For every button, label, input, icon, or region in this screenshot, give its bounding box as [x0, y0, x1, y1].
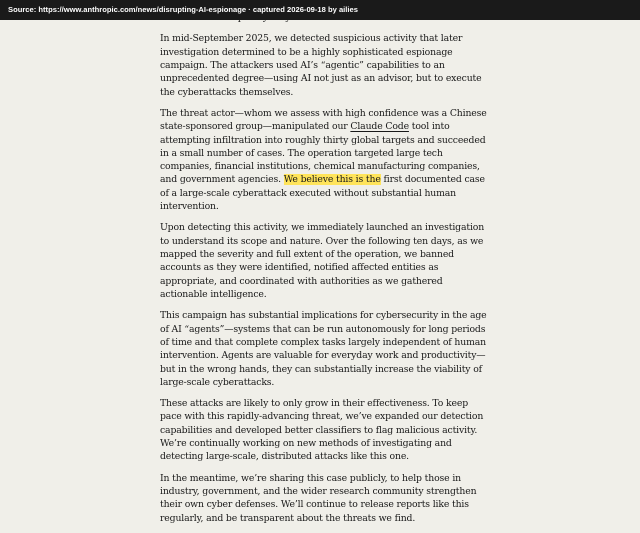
article-body [160, 11, 490, 533]
article-paragraph-4: This campaign has substantial implications for cybersecurity in the age of AI “agents”—systems that can be run autonomously for long periods of time and that complete complex tasks largely independent of human intervention. Agents are valuable for everyday work and productivity—but in the wrong hands, they can substantially increase the viability of large-scale cyberattacks. [160, 310, 487, 388]
article-paragraph-5: These attacks are likely to only grow in their effectiveness. To keep pace with this rapidly-advancing threat, we’ve expanded our detection capabilities and developed better classifiers to flag malicious activity. We’re continually working on new methods of investigating and detecting large-scale, distributed attacks like this one. [160, 398, 484, 463]
source-caption-bar [0, 0, 640, 20]
article-paragraph-2 [160, 107, 490, 213]
source-caption-text: Source: https://www.anthropic.com/news/disrupting-AI-espionage · captured 2026-09-18 by ailies [8, 5, 358, 14]
highlighted-text: We believe this is the [283, 174, 381, 186]
paragraph-2-text-middle: tool into attempting infiltration into roughly thirty global targets and succeeded in a small number of cases. The operation targeted large tech companies, financial institutions, chemical manufacturing companies, and government agencies. [160, 121, 486, 186]
article-paragraph-1: In mid-September 2025, we detected suspicious activity that later investigation determined to be a highly sophisticated espionage campaign. The attackers used AI’s “agentic” capabilities to an unprecedented degree—using AI not just as an advisor, but to execute the cyberattacks themselves. [160, 33, 482, 98]
article-paragraph-3: Upon detecting this activity, we immediately launched an investigation to understand its scope and nature. Over the following ten days, as we mapped the severity and full extent of the operation, we banned accounts as they were identified, notified affected entities as appropriate, and coordinated with authorities as we gathered actionable intelligence. [160, 222, 485, 300]
article-paragraph-6: In the meantime, we’re sharing this case publicly, to help those in industry, government, and the wider research community strengthen their own cyber defenses. We’ll continue to release reports like this regularly, and be transparent about the threats we find. [160, 472, 477, 524]
claude-code-link[interactable]: Claude Code [350, 121, 409, 133]
paragraph-2-text-end: first documented case of a large-scale cyberattack executed without substantial human intervention. [160, 174, 485, 213]
paragraph-2-text-start: The threat actor—whom we assess with high confidence was a Chinese state-sponsored group—manipulated our [160, 107, 487, 133]
